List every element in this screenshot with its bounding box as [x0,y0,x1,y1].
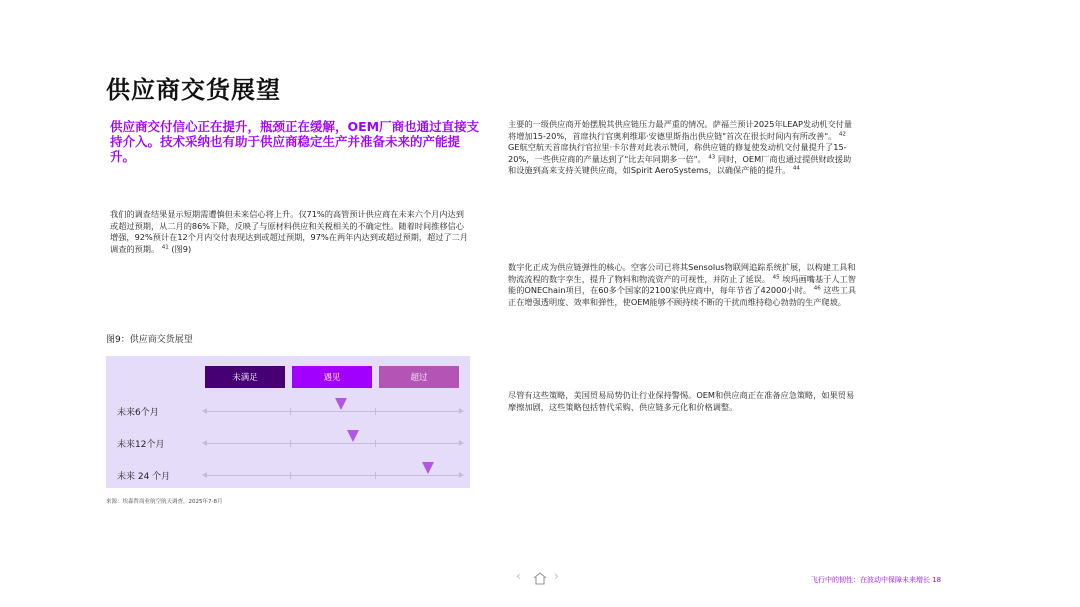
row-label-24-months: 未来 24 个月 [117,472,171,482]
track-24-months [205,475,461,476]
track-tick [290,440,291,447]
home-icon[interactable] [533,570,547,589]
trade-paragraph: 尽管有这些策略，美国贸易局势仍让行业保持警惕。OEM和供应商正在准备应急策略，如果贸易摩擦加剧，这些策略包括替代采购、供应链多元化和价格调整。 [508,390,855,412]
marker-24-months [422,462,434,474]
track-tick [375,440,376,447]
paragraph-text: 埃玛画嘴基于人工智能的ONEChain项目，在60多个国家的2100家供应商中，每年节省了42000小时。 [508,273,856,296]
track-left-arrow [202,408,207,414]
figure-caption: 图9：供应商交货展望 [106,335,193,345]
footnote-ref[interactable]: 45 [772,273,780,280]
track-6-months [205,411,461,412]
footnote-ref[interactable]: 41 [161,244,169,251]
track-tick [290,408,291,415]
track-12-months [205,443,461,444]
marker-6-months [335,398,347,410]
survey-paragraph [110,209,470,255]
row-label-6-months: 未来6个月 [117,408,159,418]
legend-exceeded: 超过 [379,366,459,388]
footnote-ref[interactable]: 43 [708,154,716,161]
track-left-arrow [202,440,207,446]
legend-unmet: 未满足 [205,366,285,388]
legend-met: 遇见 [292,366,372,388]
paragraph-text: 数字化正成为供应链弹性的核心。空客公司已将其Sensolus物联网追踪系统扩展，以构建工具和物流流程的数字孪生，提升了物料和物流资产的可视性，并防止了延误。 [508,262,856,284]
track-tick [290,472,291,479]
track-tick [375,408,376,415]
paragraph-text: GE航空航天首席执行官拉里·卡尔普对此表示赞同，称供应链的修复使发动机交付量提升了15-20%，一些供应商的产量达到了"比去年同期多一倍"。 [508,142,847,164]
page-navigation [516,569,564,583]
digitalization-paragraph [508,262,858,308]
next-page-button[interactable]: › [554,569,559,583]
footnote-ref[interactable]: 42 [838,130,846,137]
track-right-arrow [459,472,464,478]
marker-12-months [347,430,359,442]
paragraph-text: 同时，OEM厂商也通过提供财政援助和设施到高来支持关键供应商，如Spirit AeroSystems，以确保产能的提升。 [508,153,852,176]
footer-title: 飞行中的韧性：在波动中保障未来增长 18 [811,576,942,584]
page-title: 供应商交货展望 [106,76,281,104]
track-tick [375,472,376,479]
footnote-ref[interactable]: 44 [792,165,800,172]
previous-page-button[interactable]: ‹ [516,569,521,583]
row-label-12-months: 未来12个月 [117,440,165,450]
supplier-recovery-paragraph [508,119,858,177]
track-left-arrow [202,472,207,478]
paragraph-text: 这些工具正在增强透明度、效率和弹性，使OEM能够不顾持续不断的干扰而维持稳心勃勃的生产爬坡。 [508,285,857,307]
paragraph-text: 主要的一级供应商开始摆脱其供应链压力最严重的情况。萨福兰预计2025年LEAP发动机交付量将增加15-20%，首席执行官奥利维耶·安德里斯指出供应链"首次在很长时间内有所改善"。 [508,119,853,141]
survey-paragraph-text: 我们的调查结果显示短期需遭慎但未来信心将上升。仅71%的高管预计供应商在未来六个月内达到或超过预期，从二月的86%下降，反映了与原材料供应和关税相关的不确定性。随着时间推移信心增强，92%预计在12个月内交付表现达到或超过预期，97%在两年内达到或超过预期，超过了二月调查的预期。 [110,209,468,254]
lead-paragraph: 供应商交付信心正在提升，瓶颈正在缓解，OEM厂商也通过直接支持介入。技术采纳也有助于供应商稳定生产并准备未来的产能提升。 [110,119,480,164]
delivery-outlook-chart [106,356,470,488]
footnote-ref[interactable]: 46 [813,285,821,292]
figure-source: 来源：埃森哲商业航空航天调查，2025年7-8月 [106,499,223,505]
track-right-arrow [459,408,464,414]
track-right-arrow [459,440,464,446]
figure-reference: (图9) [171,243,192,254]
